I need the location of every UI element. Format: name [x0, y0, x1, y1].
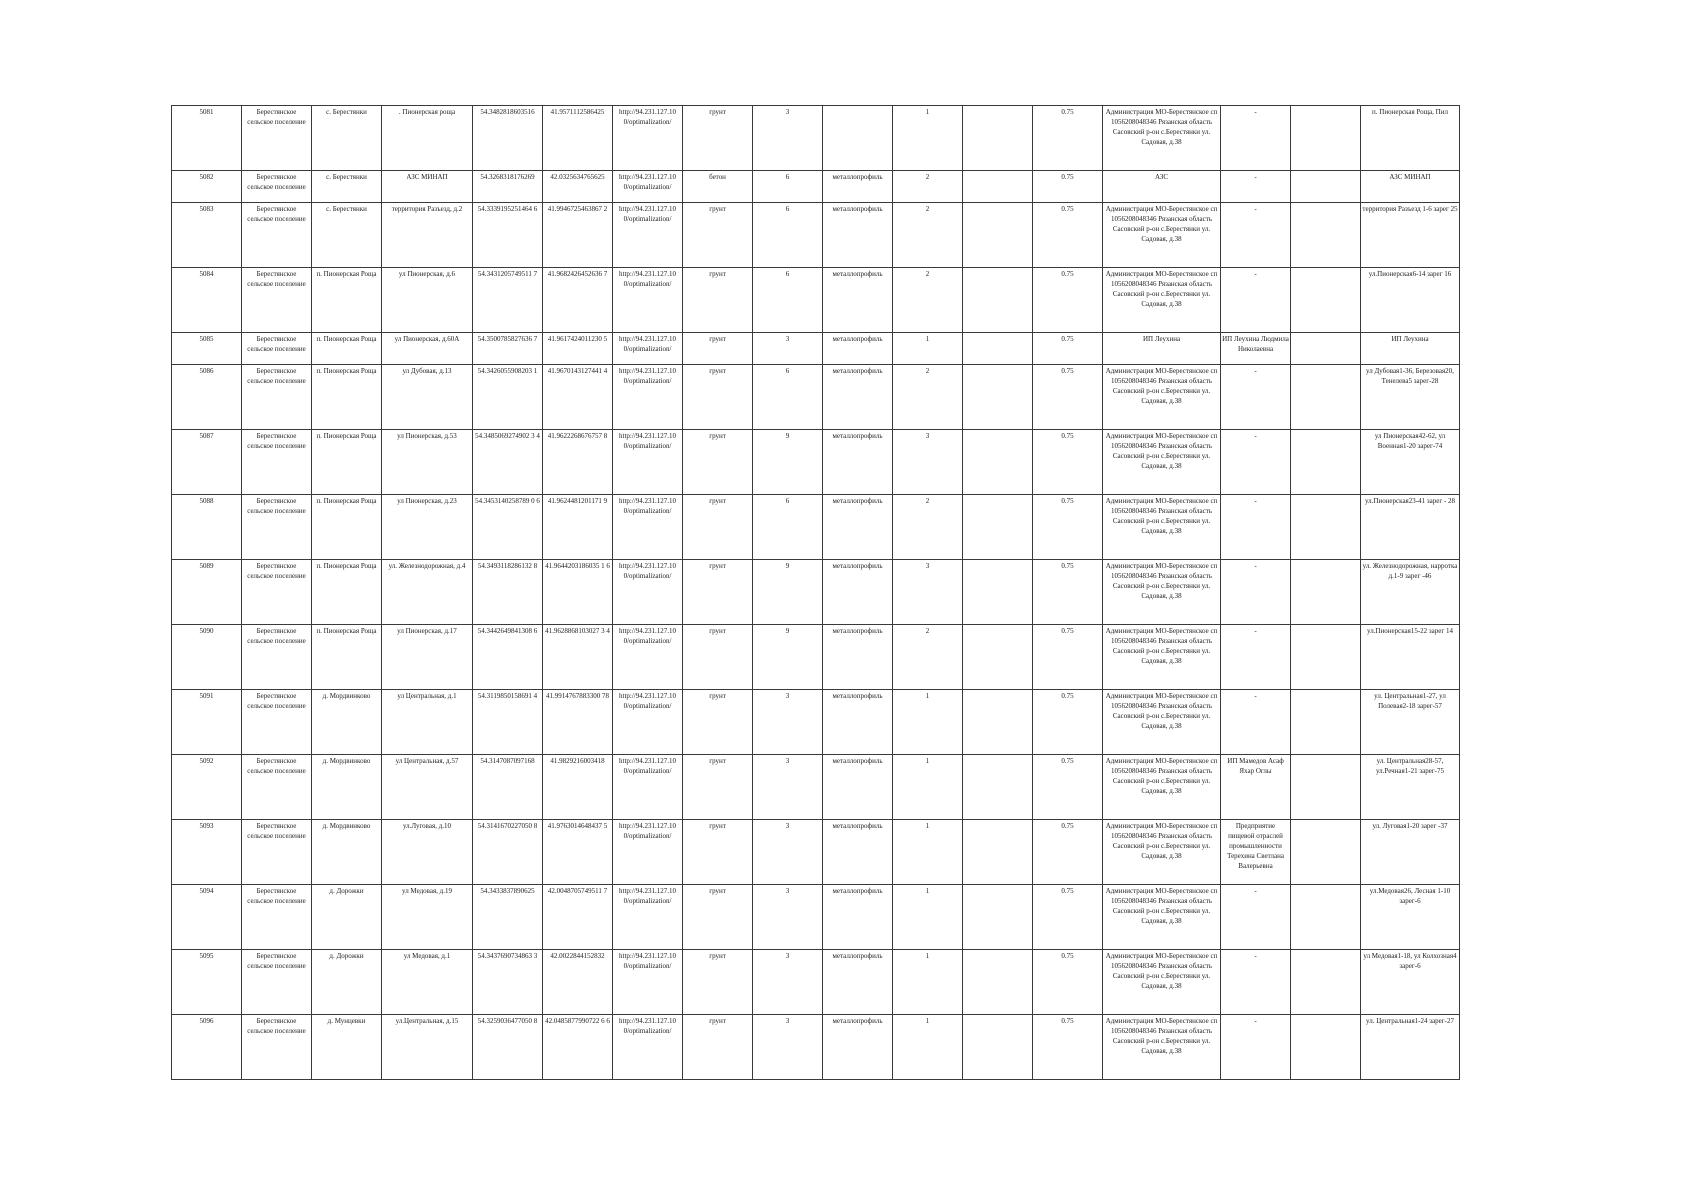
- cell-lat: 54.3147087097168: [473, 755, 543, 820]
- cell-surface: грунт: [683, 203, 753, 268]
- cell-locality: п. Пионерская Роща: [312, 268, 382, 333]
- cell-locality: п. Пионерская Роща: [312, 495, 382, 560]
- cell-locality: д. Дорожки: [312, 950, 382, 1015]
- cell-empty: [1291, 203, 1361, 268]
- cell-address: ул Пионерская, д.6: [382, 268, 473, 333]
- cell-served: территория Разъезд 1-6 зарег 25: [1361, 203, 1460, 268]
- table-row: [172, 106, 1460, 171]
- cell-empty: [1291, 495, 1361, 560]
- cell-volume: 0.75: [1033, 495, 1103, 560]
- cell-lat: 54.3268318176269: [473, 171, 543, 203]
- cell-address: ул Пионерская, д.60А: [382, 333, 473, 365]
- cell-locality: п. Пионерская Роща: [312, 365, 382, 430]
- cell-owner: Администрация МО-Берестянское сп 1056208048346 Рязанская область Сасовский р-он с.Берестянки ул. Садовая, д.38: [1103, 430, 1221, 495]
- cell-fence: металлопрофиль: [823, 495, 893, 560]
- cell-containers: 1: [893, 755, 963, 820]
- cell-contact: -: [1221, 106, 1291, 171]
- cell-lon: 41.9682426452636 7: [543, 268, 613, 333]
- cell-served: ул. Луговая1-20 зарег -37: [1361, 820, 1460, 885]
- cell-surface: бетон: [683, 171, 753, 203]
- cell-containers: 2: [893, 268, 963, 333]
- cell-contact: -: [1221, 203, 1291, 268]
- table-row: [172, 203, 1460, 268]
- cell-url: http://94.231.127.10 0/optimalization/: [613, 430, 683, 495]
- cell-address: ул Пионерская, д.53: [382, 430, 473, 495]
- cell-extra: [963, 885, 1033, 950]
- cell-settlement: Берестянское сельское поселение: [242, 950, 312, 1015]
- cell-owner: Администрация МО-Берестянское сп 1056208048346 Рязанская область Сасовский р-он с.Берестянки ул. Садовая, д.38: [1103, 755, 1221, 820]
- cell-owner: ИП Леухина: [1103, 333, 1221, 365]
- cell-served: АЗС МИНАП: [1361, 171, 1460, 203]
- cell-lon: 41.9622268676757 8: [543, 430, 613, 495]
- cell-volume: 0.75: [1033, 430, 1103, 495]
- cell-empty: [1291, 333, 1361, 365]
- cell-surface: грунт: [683, 820, 753, 885]
- cell-area: 9: [753, 430, 823, 495]
- cell-locality: д. Мордвинково: [312, 820, 382, 885]
- cell-empty: [1291, 820, 1361, 885]
- cell-extra: [963, 755, 1033, 820]
- cell-owner: Администрация МО-Берестянское сп 1056208048346 Рязанская область Сасовский р-он с.Берестянки ул. Садовая, д.38: [1103, 885, 1221, 950]
- waste-sites-table: [171, 105, 1460, 1080]
- cell-lat: 54.3493118286132 8: [473, 560, 543, 625]
- cell-locality: д. Дорожки: [312, 885, 382, 950]
- cell-address: ул Центральная, д.1: [382, 690, 473, 755]
- cell-url: http://94.231.127.10 0/optimalization/: [613, 690, 683, 755]
- cell-contact: -: [1221, 560, 1291, 625]
- cell-url: http://94.231.127.10 0/optimalization/: [613, 1015, 683, 1080]
- cell-locality: п. Пионерская Роща: [312, 625, 382, 690]
- cell-containers: 3: [893, 560, 963, 625]
- cell-volume: 0.75: [1033, 268, 1103, 333]
- cell-served: ул. Железнодорожная, нарротка д.1-9 зарег -46: [1361, 560, 1460, 625]
- table-row: [172, 950, 1460, 1015]
- cell-settlement: Берестянское сельское поселение: [242, 885, 312, 950]
- cell-id: 5093: [172, 820, 242, 885]
- cell-extra: [963, 950, 1033, 1015]
- cell-url: http://94.231.127.10 0/optimalization/: [613, 333, 683, 365]
- cell-containers: 2: [893, 495, 963, 560]
- cell-lon: 41.9946725463867 2: [543, 203, 613, 268]
- cell-area: 6: [753, 365, 823, 430]
- table-row: [172, 171, 1460, 203]
- cell-served: п. Пионерская Роща, Пил: [1361, 106, 1460, 171]
- cell-containers: 2: [893, 171, 963, 203]
- cell-surface: грунт: [683, 690, 753, 755]
- cell-settlement: Берестянское сельское поселение: [242, 333, 312, 365]
- cell-fence: металлопрофиль: [823, 625, 893, 690]
- cell-area: 3: [753, 755, 823, 820]
- cell-area: 6: [753, 268, 823, 333]
- cell-owner: Администрация МО-Берестянское сп 1056208048346 Рязанская область Сасовский р-он с.Берестянки ул. Садовая, д.38: [1103, 820, 1221, 885]
- cell-locality: п. Пионерская Роща: [312, 430, 382, 495]
- cell-area: 6: [753, 495, 823, 560]
- cell-volume: 0.75: [1033, 560, 1103, 625]
- cell-served: ИП Леухина: [1361, 333, 1460, 365]
- cell-served: ул.Пионерская6-14 зарег 16: [1361, 268, 1460, 333]
- cell-address: АЗС МИНАП: [382, 171, 473, 203]
- cell-fence: металлопрофиль: [823, 1015, 893, 1080]
- cell-id: 5090: [172, 625, 242, 690]
- table-row: [172, 625, 1460, 690]
- cell-empty: [1291, 171, 1361, 203]
- cell-served: ул.Пионерская23-41 зарег - 28: [1361, 495, 1460, 560]
- cell-served: ул Медовая1-18, ул Колхозная4 зарег-6: [1361, 950, 1460, 1015]
- cell-extra: [963, 333, 1033, 365]
- cell-locality: д. Мордвинково: [312, 690, 382, 755]
- cell-contact: -: [1221, 430, 1291, 495]
- cell-extra: [963, 690, 1033, 755]
- cell-owner: Администрация МО-Берестянское сп 1056208048346 Рязанская область Сасовский р-он с.Берестянки ул. Садовая, д.38: [1103, 106, 1221, 171]
- cell-empty: [1291, 950, 1361, 1015]
- cell-lon: 41.9628868103027 3 4: [543, 625, 613, 690]
- cell-surface: грунт: [683, 755, 753, 820]
- cell-area: 6: [753, 203, 823, 268]
- cell-id: 5086: [172, 365, 242, 430]
- table-row: [172, 430, 1460, 495]
- cell-lat: 54.3485069274902 3 4: [473, 430, 543, 495]
- cell-lat: 54.3141670227050 8: [473, 820, 543, 885]
- cell-containers: 1: [893, 690, 963, 755]
- cell-owner: Администрация МО-Берестянское сп 1056208048346 Рязанская область Сасовский р-он с.Берестянки ул. Садовая, д.38: [1103, 690, 1221, 755]
- cell-settlement: Берестянское сельское поселение: [242, 495, 312, 560]
- cell-extra: [963, 430, 1033, 495]
- cell-settlement: Берестянское сельское поселение: [242, 755, 312, 820]
- cell-lat: 54.3437690734863 3: [473, 950, 543, 1015]
- cell-lat: 54.3482818603516: [473, 106, 543, 171]
- cell-area: 3: [753, 1015, 823, 1080]
- cell-empty: [1291, 365, 1361, 430]
- cell-empty: [1291, 885, 1361, 950]
- cell-lon: 41.9644203186035 1 6: [543, 560, 613, 625]
- cell-volume: 0.75: [1033, 333, 1103, 365]
- cell-id: 5084: [172, 268, 242, 333]
- cell-volume: 0.75: [1033, 950, 1103, 1015]
- cell-served: ул Пионерская42-62, ул Военная1-20 зарег-74: [1361, 430, 1460, 495]
- cell-surface: грунт: [683, 625, 753, 690]
- cell-id: 5082: [172, 171, 242, 203]
- cell-owner: Администрация МО-Берестянское сп 1056208048346 Рязанская область Сасовский р-он с.Берестянки ул. Садовая, д.38: [1103, 1015, 1221, 1080]
- cell-empty: [1291, 625, 1361, 690]
- cell-containers: 1: [893, 1015, 963, 1080]
- cell-settlement: Берестянское сельское поселение: [242, 560, 312, 625]
- cell-fence: металлопрофиль: [823, 268, 893, 333]
- cell-containers: 1: [893, 885, 963, 950]
- cell-area: 6: [753, 171, 823, 203]
- cell-url: http://94.231.127.10 0/optimalization/: [613, 365, 683, 430]
- cell-fence: металлопрофиль: [823, 430, 893, 495]
- cell-owner: Администрация МО-Берестянское сп 1056208048346 Рязанская область Сасовский р-он с.Берестянки ул. Садовая, д.38: [1103, 950, 1221, 1015]
- cell-containers: 1: [893, 950, 963, 1015]
- cell-locality: д. Мунцевки: [312, 1015, 382, 1080]
- cell-contact: -: [1221, 171, 1291, 203]
- cell-url: http://94.231.127.10 0/optimalization/: [613, 820, 683, 885]
- cell-id: 5096: [172, 1015, 242, 1080]
- cell-volume: 0.75: [1033, 690, 1103, 755]
- cell-surface: грунт: [683, 1015, 753, 1080]
- cell-url: http://94.231.127.10 0/optimalization/: [613, 755, 683, 820]
- cell-locality: с. Берестянки: [312, 203, 382, 268]
- cell-url: http://94.231.127.10 0/optimalization/: [613, 885, 683, 950]
- cell-fence: металлопрофиль: [823, 950, 893, 1015]
- cell-owner: Администрация МО-Берестянское сп 1056208048346 Рязанская область Сасовский р-он с.Берестянки ул. Садовая, д.38: [1103, 365, 1221, 430]
- cell-address: ул Медовая, д.19: [382, 885, 473, 950]
- cell-lon: 41.9829216003418: [543, 755, 613, 820]
- cell-url: http://94.231.127.10 0/optimalization/: [613, 625, 683, 690]
- cell-extra: [963, 1015, 1033, 1080]
- cell-locality: с. Берестянки: [312, 171, 382, 203]
- cell-containers: 1: [893, 820, 963, 885]
- cell-fence: металлопрофиль: [823, 885, 893, 950]
- cell-lon: 41.9763014648437 5: [543, 820, 613, 885]
- cell-contact: -: [1221, 950, 1291, 1015]
- cell-contact: -: [1221, 625, 1291, 690]
- cell-id: 5094: [172, 885, 242, 950]
- table-row: [172, 820, 1460, 885]
- cell-empty: [1291, 430, 1361, 495]
- table-row: [172, 333, 1460, 365]
- cell-surface: грунт: [683, 560, 753, 625]
- cell-contact: -: [1221, 690, 1291, 755]
- table-row: [172, 560, 1460, 625]
- cell-surface: грунт: [683, 950, 753, 1015]
- table-row: [172, 1015, 1460, 1080]
- cell-locality: п. Пионерская Роща: [312, 333, 382, 365]
- cell-settlement: Берестянское сельское поселение: [242, 365, 312, 430]
- cell-lat: 54.3442649841308 6: [473, 625, 543, 690]
- table-row: [172, 755, 1460, 820]
- cell-settlement: Берестянское сельское поселение: [242, 106, 312, 171]
- cell-volume: 0.75: [1033, 365, 1103, 430]
- cell-url: http://94.231.127.10 0/optimalization/: [613, 268, 683, 333]
- cell-volume: 0.75: [1033, 106, 1103, 171]
- cell-locality: д. Мордвинково: [312, 755, 382, 820]
- cell-contact: -: [1221, 365, 1291, 430]
- cell-lon: 41.9914767883300 78: [543, 690, 613, 755]
- cell-fence: [823, 106, 893, 171]
- cell-extra: [963, 203, 1033, 268]
- cell-containers: 1: [893, 333, 963, 365]
- cell-served: ул. Центральная1-24 зарег-27: [1361, 1015, 1460, 1080]
- cell-surface: грунт: [683, 106, 753, 171]
- cell-address: . Пионерская роща: [382, 106, 473, 171]
- cell-lon: 42.0325634765625: [543, 171, 613, 203]
- cell-area: 3: [753, 106, 823, 171]
- cell-containers: 2: [893, 203, 963, 268]
- cell-containers: 3: [893, 430, 963, 495]
- cell-served: ул.Пионерская15-22 зарег 14: [1361, 625, 1460, 690]
- cell-owner: Администрация МО-Берестянское сп 1056208048346 Рязанская область Сасовский р-он с.Берестянки ул. Садовая, д.38: [1103, 268, 1221, 333]
- cell-settlement: Берестянское сельское поселение: [242, 690, 312, 755]
- cell-empty: [1291, 690, 1361, 755]
- cell-area: 3: [753, 950, 823, 1015]
- table-row: [172, 495, 1460, 560]
- cell-area: 3: [753, 820, 823, 885]
- cell-lat: 54.3259036477050 8: [473, 1015, 543, 1080]
- cell-address: ул.Центральная, д.15: [382, 1015, 473, 1080]
- cell-lat: 54.3119850158691 4: [473, 690, 543, 755]
- cell-empty: [1291, 755, 1361, 820]
- cell-served: ул. Центральная1-27, ул Полевая2-18 зарег-57: [1361, 690, 1460, 755]
- cell-extra: [963, 820, 1033, 885]
- cell-lat: 54.3500785827636 7: [473, 333, 543, 365]
- cell-lon: 41.9617424011230 5: [543, 333, 613, 365]
- cell-volume: 0.75: [1033, 203, 1103, 268]
- cell-owner: Администрация МО-Берестянское сп 1056208048346 Рязанская область Сасовский р-он с.Берестянки ул. Садовая, д.38: [1103, 625, 1221, 690]
- cell-served: ул. Центральная28-57, ул.Речная1-21 зарег-75: [1361, 755, 1460, 820]
- table-row: [172, 690, 1460, 755]
- cell-settlement: Берестянское сельское поселение: [242, 1015, 312, 1080]
- cell-fence: металлопрофиль: [823, 171, 893, 203]
- cell-served: ул.Медовая26, Лесная 1-10 зарег-6: [1361, 885, 1460, 950]
- cell-containers: 1: [893, 106, 963, 171]
- cell-surface: грунт: [683, 365, 753, 430]
- cell-contact: ИП Мамедов Асаф Яхар Оглы: [1221, 755, 1291, 820]
- cell-contact: Предприятие пищевой отраслей промышленности Терехина Светлана Валерьевна: [1221, 820, 1291, 885]
- cell-owner: Администрация МО-Берестянское сп 1056208048346 Рязанская область Сасовский р-он с.Берестянки ул. Садовая, д.38: [1103, 495, 1221, 560]
- table-row: [172, 365, 1460, 430]
- cell-id: 5081: [172, 106, 242, 171]
- cell-contact: -: [1221, 495, 1291, 560]
- cell-empty: [1291, 106, 1361, 171]
- cell-address: территория Разъезд, д.2: [382, 203, 473, 268]
- cell-empty: [1291, 1015, 1361, 1080]
- cell-lat: 54.3339195251464 6: [473, 203, 543, 268]
- cell-lon: 41.9670143127441 4: [543, 365, 613, 430]
- cell-id: 5091: [172, 690, 242, 755]
- cell-address: ул Медовая, д.1: [382, 950, 473, 1015]
- cell-extra: [963, 560, 1033, 625]
- table-row: [172, 885, 1460, 950]
- cell-address: ул. Железнодорожная, д.4: [382, 560, 473, 625]
- cell-volume: 0.75: [1033, 625, 1103, 690]
- cell-extra: [963, 106, 1033, 171]
- cell-surface: грунт: [683, 495, 753, 560]
- cell-surface: грунт: [683, 430, 753, 495]
- cell-fence: металлопрофиль: [823, 755, 893, 820]
- cell-address: ул Дубовая, д.13: [382, 365, 473, 430]
- cell-url: http://94.231.127.10 0/optimalization/: [613, 950, 683, 1015]
- cell-locality: п. Пионерская Роща: [312, 560, 382, 625]
- cell-owner: Администрация МО-Берестянское сп 1056208048346 Рязанская область Сасовский р-он с.Берестянки ул. Садовая, д.38: [1103, 203, 1221, 268]
- cell-id: 5095: [172, 950, 242, 1015]
- cell-extra: [963, 625, 1033, 690]
- cell-volume: 0.75: [1033, 885, 1103, 950]
- cell-containers: 2: [893, 625, 963, 690]
- cell-volume: 0.75: [1033, 755, 1103, 820]
- cell-settlement: Берестянское сельское поселение: [242, 430, 312, 495]
- cell-fence: металлопрофиль: [823, 365, 893, 430]
- cell-url: http://94.231.127.10 0/optimalization/: [613, 171, 683, 203]
- cell-area: 9: [753, 560, 823, 625]
- cell-lat: 54.3433837890625: [473, 885, 543, 950]
- cell-lon: 42.0485877990722 6 6: [543, 1015, 613, 1080]
- cell-extra: [963, 268, 1033, 333]
- cell-id: 5092: [172, 755, 242, 820]
- cell-lon: 42.0048705749511 7: [543, 885, 613, 950]
- cell-surface: грунт: [683, 333, 753, 365]
- cell-lon: 41.9624481201171 9: [543, 495, 613, 560]
- cell-contact: -: [1221, 885, 1291, 950]
- cell-fence: металлопрофиль: [823, 203, 893, 268]
- cell-extra: [963, 171, 1033, 203]
- cell-volume: 0.75: [1033, 820, 1103, 885]
- cell-id: 5089: [172, 560, 242, 625]
- cell-url: http://94.231.127.10 0/optimalization/: [613, 106, 683, 171]
- cell-empty: [1291, 268, 1361, 333]
- cell-empty: [1291, 560, 1361, 625]
- cell-url: http://94.231.127.10 0/optimalization/: [613, 203, 683, 268]
- cell-settlement: Берестянское сельское поселение: [242, 625, 312, 690]
- cell-lat: 54.3453140258789 0 6: [473, 495, 543, 560]
- cell-id: 5087: [172, 430, 242, 495]
- cell-owner: АЗС: [1103, 171, 1221, 203]
- cell-area: 3: [753, 333, 823, 365]
- cell-address: ул Пионерская, д.23: [382, 495, 473, 560]
- cell-settlement: Берестянское сельское поселение: [242, 171, 312, 203]
- cell-area: 9: [753, 625, 823, 690]
- cell-lat: 54.3426055908203 1: [473, 365, 543, 430]
- cell-extra: [963, 495, 1033, 560]
- table-body: [172, 106, 1460, 1080]
- cell-settlement: Берестянское сельское поселение: [242, 268, 312, 333]
- cell-served: ул Дубовая1-36, Березовая20, Тенелева5 зарег-28: [1361, 365, 1460, 430]
- cell-fence: металлопрофиль: [823, 820, 893, 885]
- cell-settlement: Берестянское сельское поселение: [242, 820, 312, 885]
- cell-area: 3: [753, 690, 823, 755]
- cell-surface: грунт: [683, 885, 753, 950]
- cell-surface: грунт: [683, 268, 753, 333]
- cell-containers: 2: [893, 365, 963, 430]
- cell-settlement: Берестянское сельское поселение: [242, 203, 312, 268]
- cell-contact: -: [1221, 1015, 1291, 1080]
- cell-id: 5088: [172, 495, 242, 560]
- cell-id: 5083: [172, 203, 242, 268]
- cell-fence: металлопрофиль: [823, 560, 893, 625]
- cell-address: ул Центральная, д.57: [382, 755, 473, 820]
- cell-address: ул Пионерская, д.17: [382, 625, 473, 690]
- cell-address: ул.Луговая, д.10: [382, 820, 473, 885]
- cell-fence: металлопрофиль: [823, 690, 893, 755]
- cell-lon: 41.9571112586425: [543, 106, 613, 171]
- cell-locality: с. Берестянки: [312, 106, 382, 171]
- cell-volume: 0.75: [1033, 1015, 1103, 1080]
- cell-extra: [963, 365, 1033, 430]
- cell-fence: металлопрофиль: [823, 333, 893, 365]
- cell-lon: 42.0022844152832: [543, 950, 613, 1015]
- cell-lat: 54.3431205749511 7: [473, 268, 543, 333]
- cell-volume: 0.75: [1033, 171, 1103, 203]
- cell-id: 5085: [172, 333, 242, 365]
- cell-contact: -: [1221, 268, 1291, 333]
- cell-url: http://94.231.127.10 0/optimalization/: [613, 560, 683, 625]
- cell-url: http://94.231.127.10 0/optimalization/: [613, 495, 683, 560]
- cell-area: 3: [753, 885, 823, 950]
- table-row: [172, 268, 1460, 333]
- cell-owner: Администрация МО-Берестянское сп 1056208048346 Рязанская область Сасовский р-он с.Берестянки ул. Садовая, д.38: [1103, 560, 1221, 625]
- cell-contact: ИП Леухина Людмила Николаевна: [1221, 333, 1291, 365]
